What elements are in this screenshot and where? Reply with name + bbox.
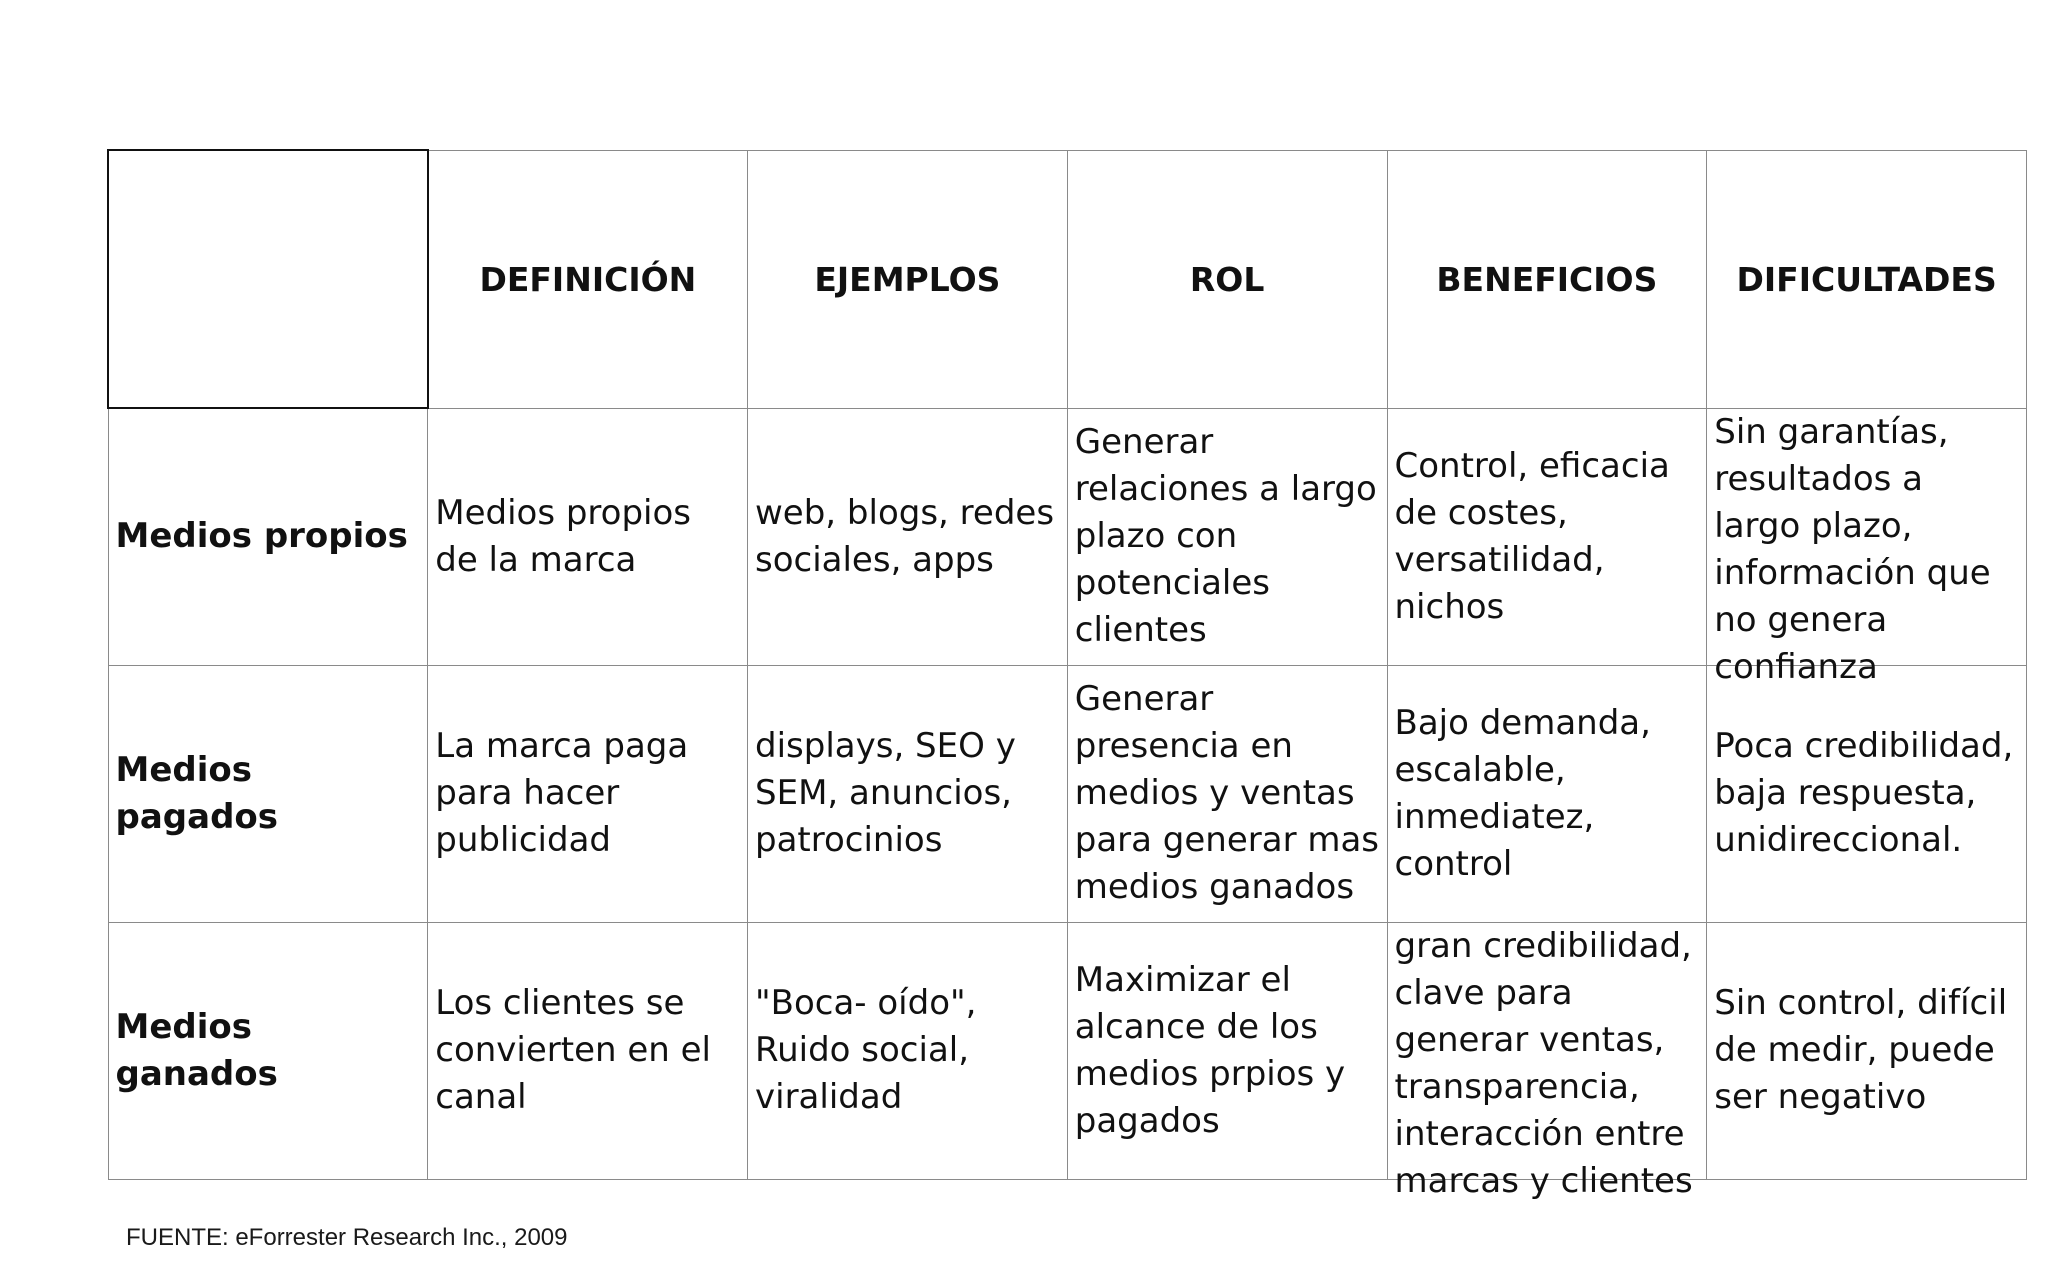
cell-dificultades: Sin garantías, resultados a largo plazo, información que no genera confianza	[1707, 408, 2027, 665]
table-row-medios-ganados	[108, 922, 2027, 1179]
header-definicion: DEFINICIÓN	[428, 150, 748, 408]
cell-definicion: Medios propios de la marca	[428, 408, 748, 665]
header-dificultades: DIFICULTADES	[1707, 150, 2027, 408]
header-beneficios: BENEFICIOS	[1387, 150, 1707, 408]
cell-rol: Maximizar el alcance de los medios prpios y pagados	[1067, 922, 1387, 1179]
row-label: Medios propios	[108, 408, 428, 665]
cell-ejemplos: web, blogs, redes sociales, apps	[748, 408, 1068, 665]
cell-rol: Generar relaciones a largo plazo con potenciales clientes	[1067, 408, 1387, 665]
row-label: Medios ganados	[108, 922, 428, 1179]
source-note: FUENTE: eForrester Research Inc., 2009	[126, 1224, 568, 1251]
table-row-medios-pagados	[108, 665, 2027, 922]
table-row-medios-propios	[108, 408, 2027, 665]
cell-beneficios: Control, eficacia de costes, versatilidad, nichos	[1387, 408, 1707, 665]
header-ejemplos: EJEMPLOS	[748, 150, 1068, 408]
cell-ejemplos: "Boca- oído", Ruido social, viralidad	[748, 922, 1068, 1179]
comparison-table	[107, 149, 2027, 1201]
header-rol: ROL	[1067, 150, 1387, 408]
row-label: Medios pagados	[108, 665, 428, 922]
cell-dificultades: Sin control, difícil de medir, puede ser negativo	[1707, 922, 2027, 1179]
header-row	[108, 150, 2027, 408]
cell-beneficios: Bajo demanda, escalable, inmediatez, control	[1387, 665, 1707, 922]
cell-definicion: Los clientes se convierten en el canal	[428, 922, 748, 1179]
corner-cell	[108, 150, 428, 408]
cell-ejemplos: displays, SEO y SEM, anuncios, patrocinios	[748, 665, 1068, 922]
cell-rol: Generar presencia en medios y ventas para generar mas medios ganados	[1067, 665, 1387, 922]
cell-beneficios: gran credibilidad, clave para generar ventas, transparencia, interacción entre marcas y clientes	[1387, 922, 1707, 1179]
cell-dificultades: Poca credibilidad, baja respuesta, unidireccional.	[1707, 665, 2027, 922]
cell-definicion: La marca paga para hacer publicidad	[428, 665, 748, 922]
